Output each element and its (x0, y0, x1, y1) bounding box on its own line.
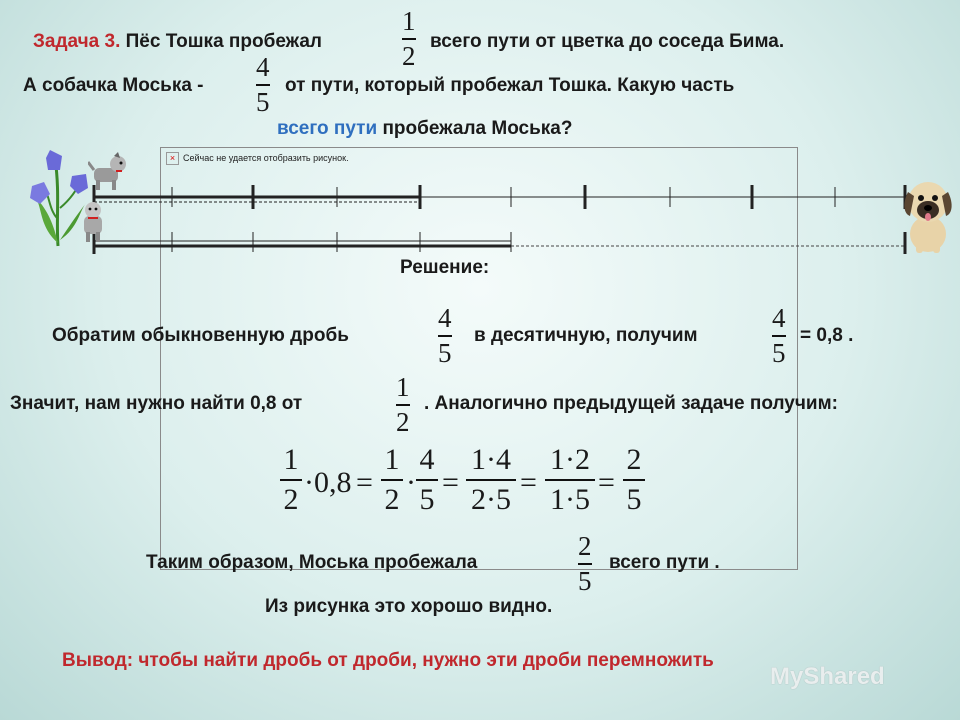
formula-frac-4 (466, 445, 516, 515)
task-question: пробежала Моська? (382, 118, 573, 139)
formula-dot: · (406, 466, 416, 499)
solution-line-3a: Таким образом, Моська пробежала (146, 552, 478, 573)
formula-frac-3 (416, 445, 438, 515)
formula-frac-6 (623, 445, 645, 515)
watermark-text: MyShared (770, 663, 885, 690)
formula-dot-decimal: ·0,8 (304, 466, 352, 499)
solution-line-2b: . Аналогично предыдущей задаче получим: (424, 393, 838, 414)
frac-denominator: 5 (419, 482, 435, 516)
solution-line-2a: Значит, нам нужно найти 0,8 от (10, 393, 303, 414)
broken-image-icon: × (166, 152, 179, 165)
fraction-one-half (402, 8, 416, 70)
formula-equals-1: = (356, 466, 373, 499)
task-text-2-end: от пути, который пробежал Тошка. Какую часть (285, 75, 735, 96)
frac-denominator: 5 (578, 565, 592, 596)
formula-frac-1 (280, 445, 302, 515)
frac-numerator: 1 (283, 443, 299, 476)
frac-denominator: 2 (283, 482, 299, 516)
frac-denominator: 5 (256, 86, 270, 117)
solution-line-4: Из рисунка это хорошо видно. (265, 596, 553, 617)
frac-numerator: 4 (438, 303, 452, 333)
frac-denominator: 2 (384, 482, 400, 516)
formula-equals-4: = (598, 466, 615, 499)
solution-line-1c: = 0,8 . (800, 325, 854, 346)
solution-heading: Решение: (400, 257, 490, 278)
frac-denominator: 5 (626, 482, 642, 516)
task-number: Задача 3. (33, 31, 121, 52)
whole-path-highlight: всего пути (277, 118, 378, 139)
dog-moska-icon (78, 200, 108, 244)
frac-numerator: 1 (384, 443, 400, 476)
conclusion: Вывод: чтобы найти дробь от дроби, нужно эти дроби перемножить (62, 650, 714, 671)
solution-line-3b: всего пути . (609, 552, 720, 573)
lower-ticks (94, 230, 905, 254)
task-text-2: А собачка Моська - (23, 75, 204, 96)
frac-numerator: 4 (772, 303, 786, 333)
formula-equals-2: = (442, 466, 459, 499)
task-text-1: Пёс Тошка пробежал (125, 31, 322, 52)
broken-image-text: Сейчас не удается отобразить рисунок. (183, 152, 349, 163)
frac-numerator: 1·2 (550, 443, 590, 476)
fraction-two-fifths (578, 533, 592, 595)
fraction-four-fifths-3 (772, 305, 786, 367)
frac-denominator: 1·5 (550, 482, 590, 516)
frac-denominator: 5 (438, 337, 452, 368)
frac-numerator: 4 (256, 52, 270, 82)
frac-denominator: 5 (772, 337, 786, 368)
dog-toshka-icon (88, 152, 130, 192)
fraction-one-half-2 (396, 374, 410, 436)
task-text-1-end: всего пути от цветка до соседа Бима. (430, 31, 785, 52)
frac-numerator: 2 (578, 531, 592, 561)
path-diagram (0, 140, 960, 270)
frac-numerator: 4 (419, 443, 435, 476)
frac-numerator: 1 (402, 6, 416, 36)
formula-frac-5 (545, 445, 595, 515)
frac-denominator: 2 (402, 40, 416, 71)
solution-line-1a: Обратим обыкновенную дробь (52, 325, 349, 346)
frac-numerator: 2 (626, 443, 642, 476)
frac-denominator: 2 (396, 406, 410, 437)
frac-numerator: 1 (396, 372, 410, 402)
fraction-four-fifths (256, 54, 270, 116)
frac-numerator: 1·4 (471, 443, 511, 476)
formula-frac-2 (381, 445, 403, 515)
fraction-four-fifths-2 (438, 305, 452, 367)
formula-equals-3: = (520, 466, 537, 499)
watermark (770, 663, 885, 691)
dog-bim-icon (898, 174, 958, 254)
frac-denominator: 2·5 (471, 482, 511, 516)
task-line-3 (277, 118, 572, 140)
solution-line-1b: в десятичную, получим (474, 325, 698, 346)
task-line-1 (33, 31, 322, 53)
